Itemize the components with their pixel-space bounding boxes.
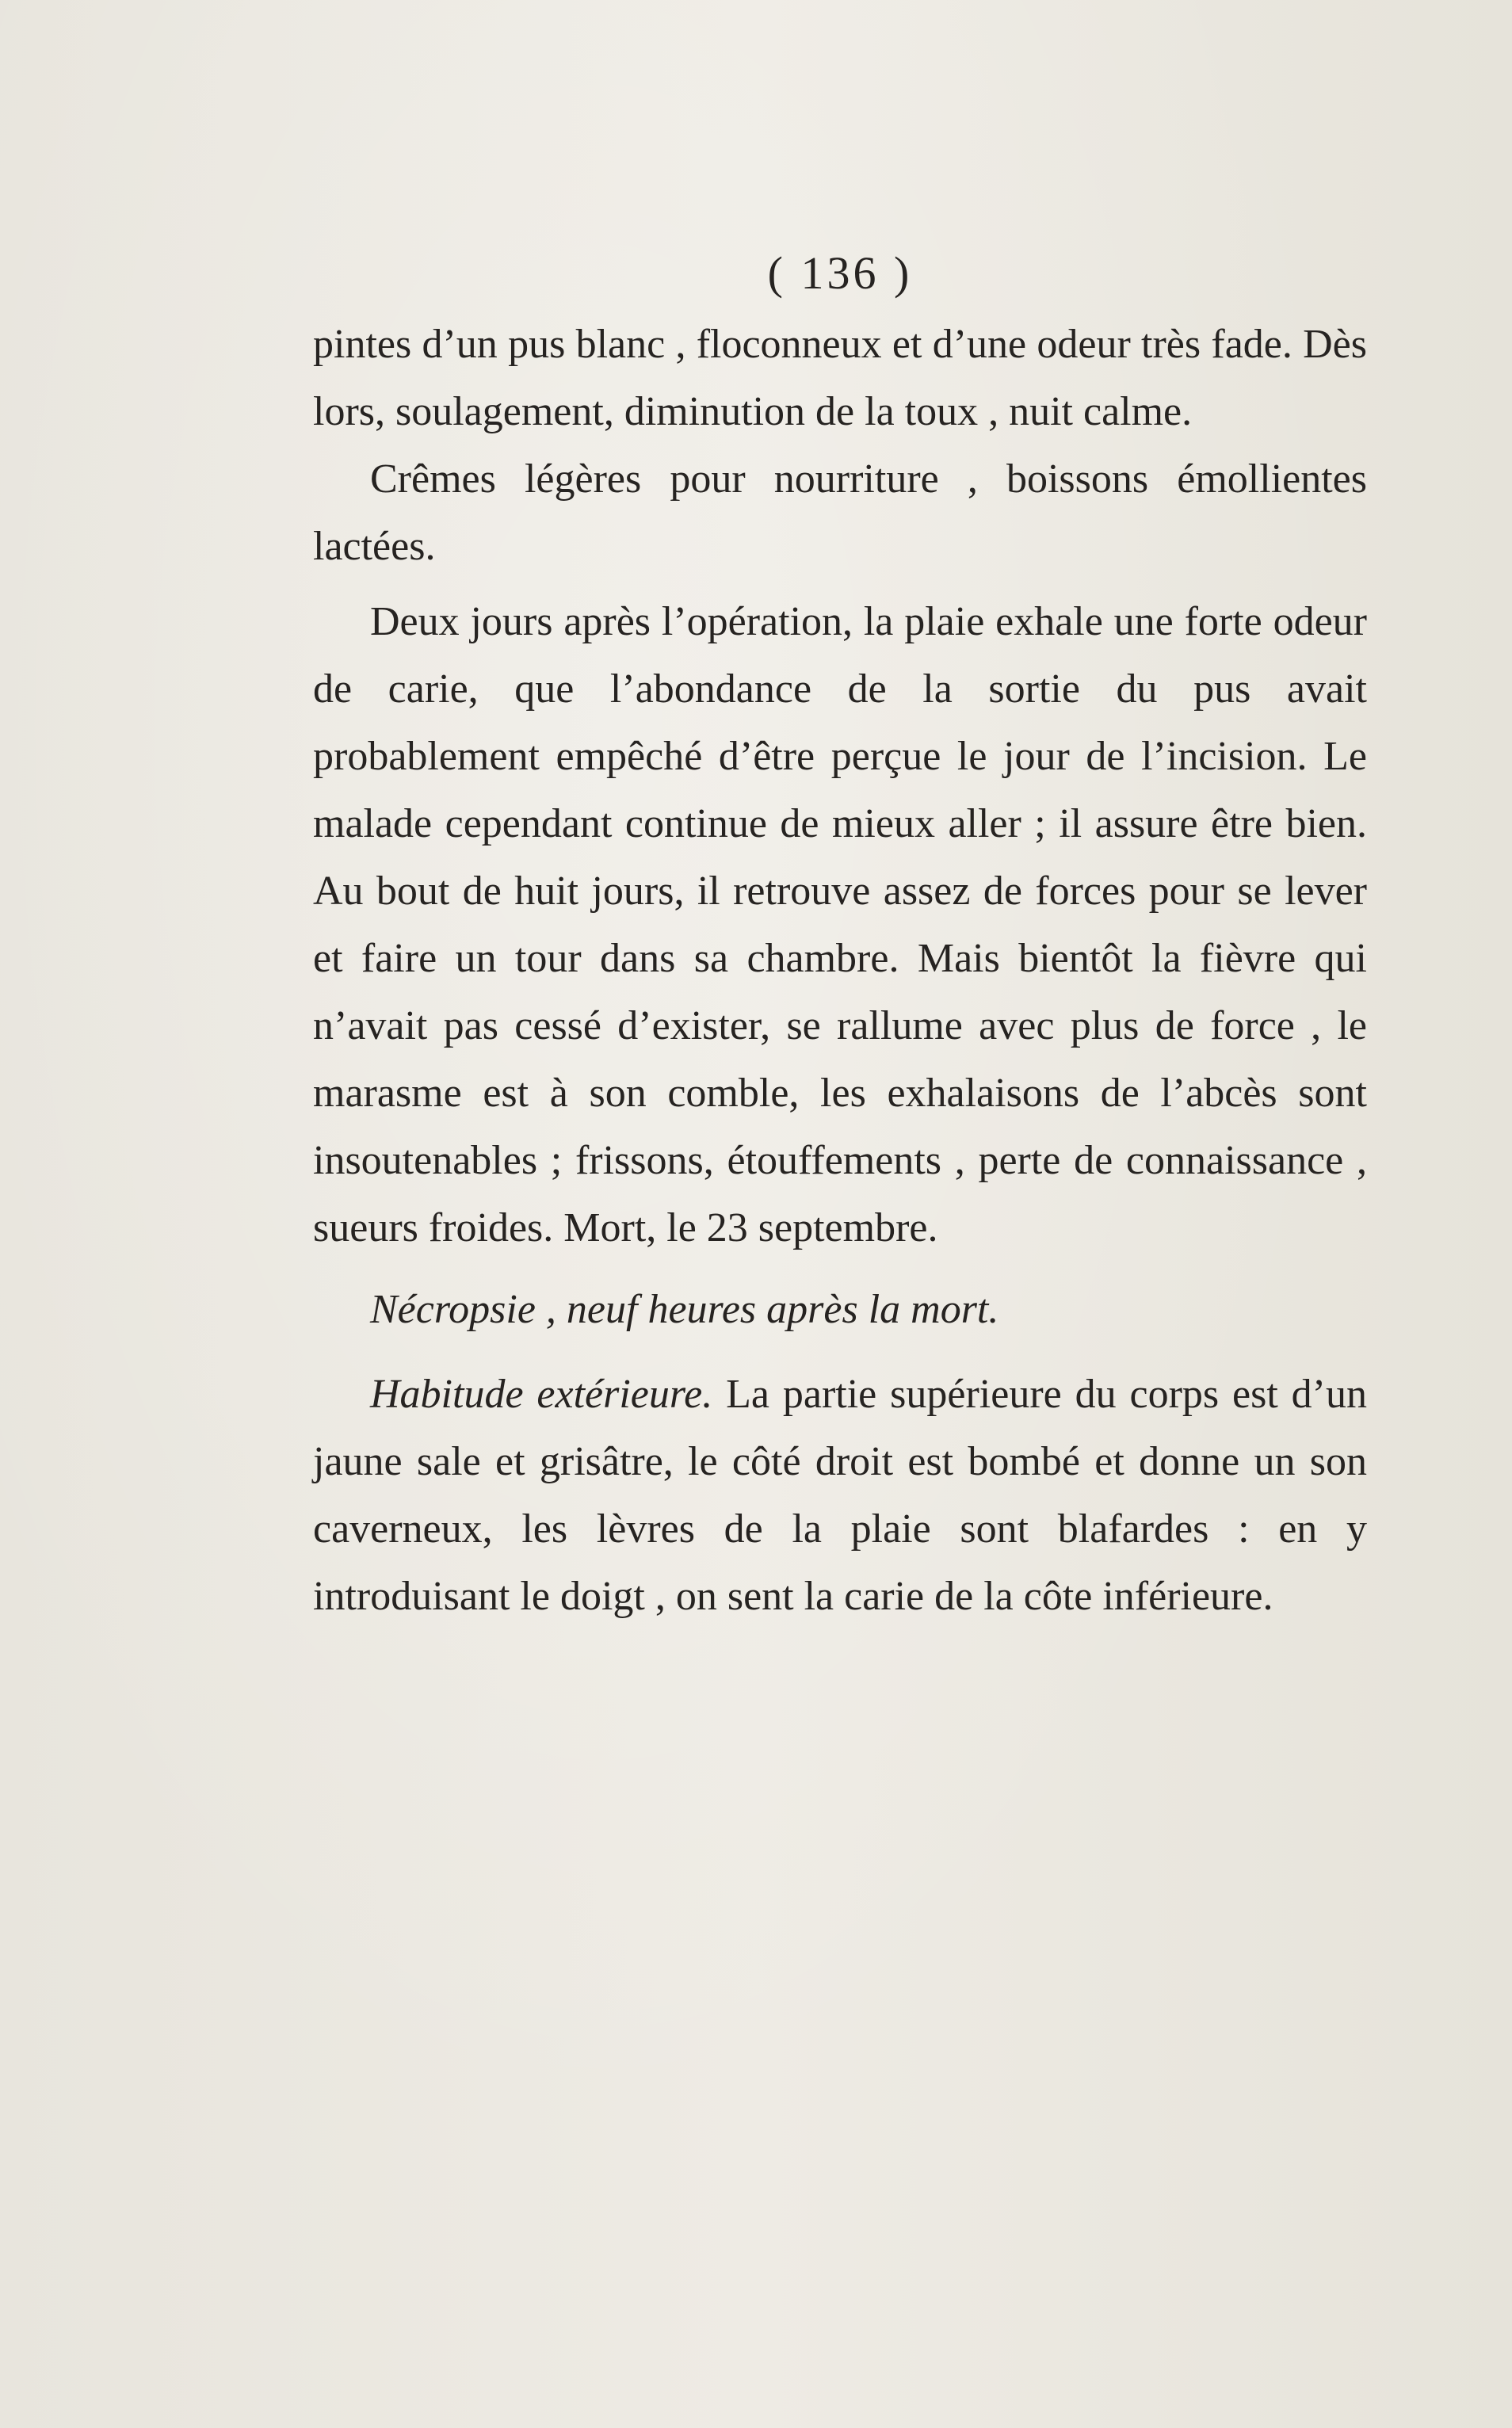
section-heading: Nécropsie , neuf heures après la mort. bbox=[370, 1287, 999, 1332]
paragraph-lead: Habitude extérieure. bbox=[370, 1372, 713, 1417]
text-block bbox=[313, 238, 1367, 1630]
paragraph-external-habit bbox=[313, 1361, 1367, 1630]
paragraph-progression: Deux jours après l’opération, la plaie exhale une forte odeur de carie, que l’abondance de la sortie du pus avait probablement empêché d’être perçue le jour de l’incision. Le malade cependant continue de mieux aller ; il assure être bien. Au bout de huit jours, il retrouve assez de forces pour se lever et faire un tour dans sa chambre. Mais bientôt la fièvre qui n’avait pas cessé d’exister, se rallume avec plus de force , le marasme est à son comble, les exhalaisons de l’abcès sont insoutenables ; frissons, étouffements , perte de connaissance , sueurs froides. Mort, le 23 septembre. bbox=[313, 599, 1367, 1250]
page-number: ( 136 ) bbox=[767, 247, 913, 299]
paragraph-nourishment: Crêmes légères pour nourriture , boissons émollientes lactées. bbox=[313, 456, 1367, 569]
paragraph-body: La partie supérieure du corps est d’un jaune sale et grisâtre, le côté droit est bombé et donne un son caverneux, les lèvres de la plaie sont blafardes : en y introduisant le doigt , on sent la carie de la côte inférieure. bbox=[313, 1372, 1367, 1619]
paragraph-continuation: pintes d’un pus blanc , floconneux et d’une odeur très fade. Dès lors, soulagement, diminution de la toux , nuit calme. bbox=[313, 322, 1367, 434]
